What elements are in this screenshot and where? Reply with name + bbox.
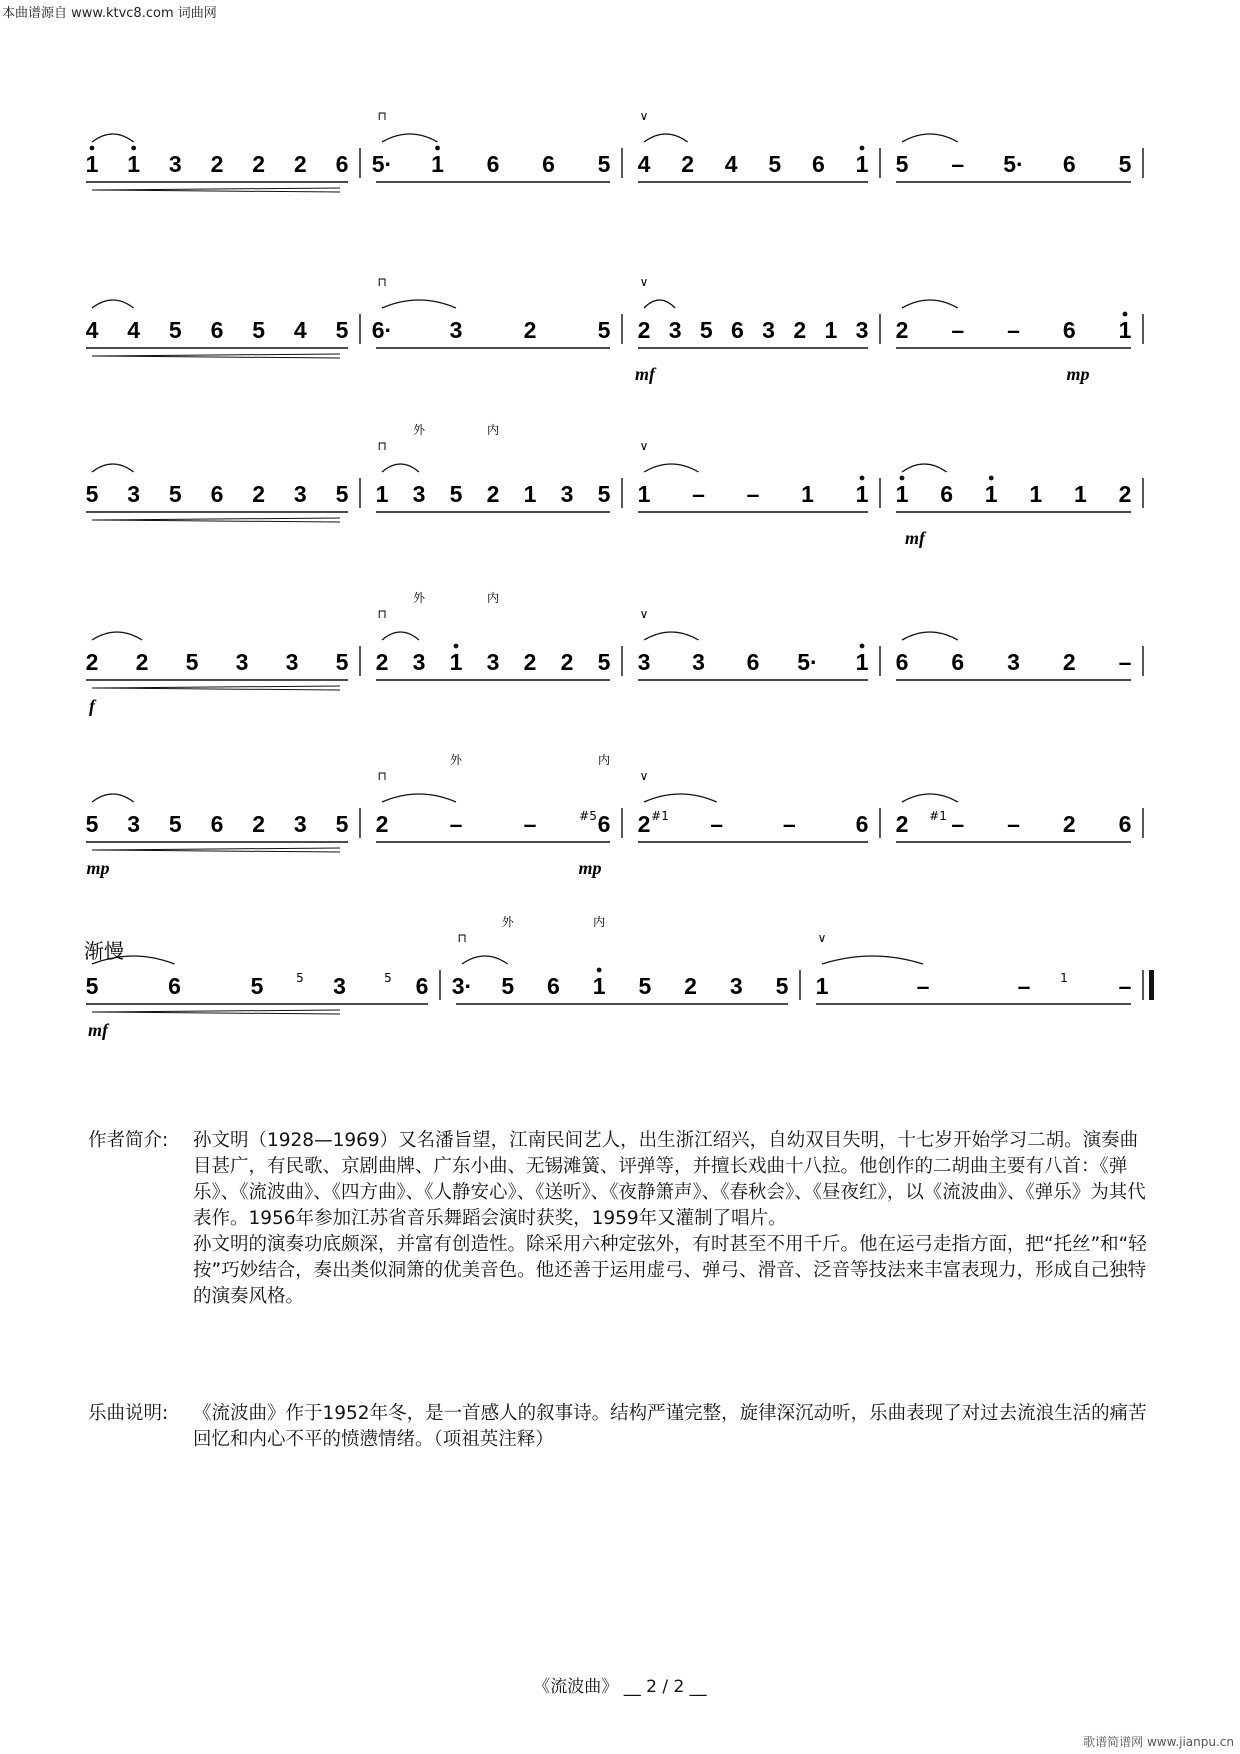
score-note: 2: [375, 811, 389, 837]
hairpin-line: [92, 190, 340, 192]
octave-dot-above: [989, 476, 994, 481]
score-note: 5: [85, 481, 99, 507]
dynamic-marking: mf: [905, 528, 925, 548]
score-note: 5: [85, 811, 99, 837]
bio-label: 作者简介:: [88, 1130, 169, 1151]
score-note: 5: [168, 811, 182, 837]
slur: [644, 464, 699, 472]
score-note: 3: [692, 649, 705, 675]
score-note: 1: [431, 151, 444, 177]
bio-paragraph-2: 孙文明的演奏功底颇深，并富有创造性。除采用六种定弦外，有时甚至不用千斤。他在运弓走指方面，把“托丝”和“轻按”巧妙结合，奏出类似洞箫的优美音色。他还善于运用虚弓、弹弓、滑音、泛音等技法来丰富表现力，形成自己独特的演奏风格。: [193, 1234, 1147, 1307]
score-note: 6: [1062, 151, 1076, 177]
grace-5: 5: [296, 971, 304, 985]
score-note: 5: [250, 973, 264, 999]
dynamic-marking: mp: [1066, 364, 1090, 384]
score-note: 4: [293, 317, 307, 343]
score-note: –: [692, 481, 705, 507]
score-note: 5: [335, 649, 349, 675]
score-note: 3: [127, 811, 141, 837]
score-note: 3: [285, 649, 299, 675]
score-note: 2: [135, 649, 149, 675]
score-note: 2: [375, 649, 389, 675]
dynamic-marking: mf: [635, 364, 655, 384]
score-note: 5·: [371, 151, 393, 177]
bow-mark-down: ⊓: [377, 769, 387, 783]
score-note: 6: [210, 481, 224, 507]
slur: [902, 794, 958, 802]
score-note: 4: [127, 317, 141, 343]
score-note: 1: [637, 481, 651, 507]
score-note: 2: [560, 649, 574, 675]
slur: [644, 300, 675, 308]
slur: [382, 794, 456, 802]
dynamic-marking: f: [89, 696, 95, 716]
score-note: 3: [412, 649, 426, 675]
score-note: 1: [984, 481, 998, 507]
score-note: 6: [812, 151, 825, 177]
fingering-outer: 外: [412, 423, 426, 437]
score-note: –: [782, 811, 796, 837]
score-note: 3: [560, 481, 574, 507]
score-note: 6: [542, 151, 555, 177]
score-note: 2: [252, 481, 266, 507]
octave-dot-above: [1123, 312, 1128, 317]
slur: [92, 134, 134, 142]
grace-sharp-1: #1: [651, 809, 669, 823]
score-note: 2: [681, 151, 694, 177]
description-text: 《流波曲》作于1952年冬，是一首感人的叙事诗。结构严谨完整，旋律深沉动听，乐曲表现了对过去流浪生活的痛苦回忆和内心不平的愤懑情绪。（项祖英注释）: [193, 1403, 1147, 1450]
score-note: 5: [168, 481, 182, 507]
octave-dot-above: [454, 644, 459, 649]
octave-dot-above: [597, 968, 602, 973]
bow-mark-up: ∨: [639, 275, 649, 289]
score-note: 3: [486, 649, 500, 675]
score-note: 1: [592, 973, 606, 999]
score-note: 3: [855, 317, 869, 343]
score-note: 2: [637, 811, 651, 837]
score-note: 1: [855, 151, 869, 177]
score-note: 3·: [451, 973, 473, 999]
hairpin-line: [92, 1010, 340, 1012]
hairpin-line: [92, 688, 340, 690]
score-note: 6: [951, 649, 965, 675]
grace-5: 5: [384, 971, 392, 985]
score-note: 2: [637, 317, 651, 343]
score-note: 5·: [797, 649, 818, 675]
score-note: 1: [855, 481, 869, 507]
score-note: 3: [127, 481, 141, 507]
hairpin-line: [92, 850, 340, 852]
score-note: 3: [168, 151, 182, 177]
score-note: 2: [895, 317, 909, 343]
slur: [644, 794, 717, 802]
dynamic-marking: mf: [88, 1020, 108, 1040]
score-note: –: [951, 811, 965, 837]
grace-sharp-1: #1: [929, 809, 947, 823]
score-note: 2: [1062, 649, 1076, 675]
score-note: 3: [668, 317, 682, 343]
score-note: 6: [335, 151, 349, 177]
score-note: 6: [547, 973, 560, 999]
score-note: 1: [895, 481, 909, 507]
score-note: 5: [597, 481, 611, 507]
score-note: –: [710, 811, 724, 837]
fingering-outer: 外: [501, 915, 514, 929]
score-note: 2: [1118, 481, 1132, 507]
score-note: 3: [412, 481, 426, 507]
score-note: 3: [729, 973, 743, 999]
hairpin-line: [92, 518, 340, 520]
score-note: 2: [895, 811, 909, 837]
dynamic-marking: mp: [86, 858, 110, 878]
octave-dot-above: [900, 476, 905, 481]
score-note: 2: [252, 151, 266, 177]
score-note: 2: [793, 317, 807, 343]
score-note: 6: [1118, 811, 1132, 837]
fingering-outer: 外: [449, 753, 463, 767]
score-note: 6: [415, 973, 429, 999]
bow-mark-up: ∨: [639, 769, 649, 783]
octave-dot-above: [90, 146, 95, 151]
grace-sharp-5: #5: [579, 809, 597, 823]
page-footer-title: 《流波曲》 __ 2 / 2 __: [533, 1677, 707, 1697]
score-note: 5: [252, 317, 266, 343]
score-note: 2: [85, 649, 99, 675]
score-note: 1: [375, 481, 389, 507]
score-note: 6: [210, 317, 224, 343]
slur: [382, 300, 456, 308]
slur: [462, 956, 508, 964]
score-note: 5: [699, 317, 713, 343]
score-note: 1: [449, 649, 463, 675]
score-note: 1: [523, 481, 537, 507]
bow-mark-down: ⊓: [377, 275, 387, 289]
score-note: 1: [801, 481, 814, 507]
score-note: 2: [293, 151, 307, 177]
score-note: 3: [235, 649, 249, 675]
octave-dot-above: [860, 146, 865, 151]
score-note: 4: [637, 151, 651, 177]
score-note: –: [1007, 811, 1020, 837]
hairpin-line: [92, 356, 340, 358]
score-note: 5: [335, 317, 349, 343]
score-note: 1: [85, 151, 99, 177]
score-note: 2: [486, 481, 500, 507]
score-note: 3: [449, 317, 463, 343]
score-note: 6: [940, 481, 953, 507]
score-note: 1: [127, 151, 141, 177]
bow-mark-up: ∨: [639, 607, 649, 621]
octave-dot-above: [435, 146, 440, 151]
author-bio: [88, 1128, 1148, 1310]
score-note: 6: [486, 151, 500, 177]
hairpin-line: [92, 354, 340, 356]
score-note: –: [916, 973, 930, 999]
score-note: 5: [775, 973, 789, 999]
hairpin-line: [92, 686, 340, 688]
fingering-inner: 内: [597, 753, 611, 767]
score-note: 3: [762, 317, 775, 343]
score-note: 6: [855, 811, 869, 837]
slur: [382, 134, 438, 142]
score-note: 1: [1074, 481, 1087, 507]
score-note: 5: [895, 151, 909, 177]
fingering-inner: 内: [486, 423, 500, 437]
slur: [822, 956, 923, 964]
score-note: 1: [1118, 317, 1132, 343]
score-note: 5: [85, 973, 99, 999]
grace-1: 1: [1060, 971, 1068, 985]
final-bar-line: [1149, 970, 1154, 1000]
slur: [902, 134, 958, 142]
score-note: –: [449, 811, 463, 837]
score-note: 2: [210, 151, 224, 177]
bow-mark-up: ∨: [817, 931, 827, 945]
hairpin-line: [92, 520, 340, 522]
score-note: 5·: [1003, 151, 1024, 177]
score-note: 5: [597, 151, 611, 177]
score-note: 2: [684, 973, 697, 999]
score-note: 5: [335, 811, 349, 837]
score-note: 2: [1062, 811, 1076, 837]
score-note: –: [951, 151, 965, 177]
octave-dot-above: [860, 476, 865, 481]
score-note: 6: [597, 811, 611, 837]
score-note: 4: [85, 317, 99, 343]
score-note: –: [951, 317, 965, 343]
piece-description: [88, 1401, 1148, 1453]
score-note: 6·: [371, 317, 393, 343]
bow-mark-down: ⊓: [457, 931, 467, 945]
score-note: 5: [597, 649, 611, 675]
score-note: 2: [523, 317, 537, 343]
slur: [382, 632, 419, 640]
bow-mark-down: ⊓: [377, 607, 387, 621]
score-note: 6: [210, 811, 224, 837]
score-note: –: [523, 811, 537, 837]
score-note: 3: [293, 481, 307, 507]
hairpin-line: [92, 848, 340, 850]
score-note: 1: [855, 649, 869, 675]
slur: [92, 794, 134, 802]
slur: [644, 134, 688, 142]
score-note: 2: [523, 649, 537, 675]
octave-dot-above: [860, 644, 865, 649]
octave-dot-above: [131, 146, 136, 151]
description-label: 乐曲说明:: [88, 1403, 169, 1424]
score-note: 4: [724, 151, 738, 177]
score-note: 5: [168, 317, 182, 343]
score-note: –: [1007, 317, 1020, 343]
bow-mark-down: ⊓: [377, 109, 387, 123]
watermark-site: 歌谱简谱网 www.jianpu.cn: [1083, 1735, 1234, 1749]
score-note: –: [1118, 973, 1132, 999]
score-note: 5: [638, 973, 652, 999]
fingering-outer: 外: [412, 591, 426, 605]
score-note: 5: [185, 649, 199, 675]
score-note: 5: [597, 317, 611, 343]
score-note: 5: [1118, 151, 1132, 177]
dynamic-marking: mp: [578, 858, 602, 878]
score-note: –: [1118, 649, 1132, 675]
score-note: 5: [449, 481, 463, 507]
fingering-inner: 内: [486, 591, 500, 605]
score-note: 3: [333, 973, 346, 999]
bow-mark-down: ⊓: [377, 439, 387, 453]
slur: [92, 300, 134, 308]
slur: [382, 464, 419, 472]
score-note: 3: [1007, 649, 1020, 675]
score-note: 3: [293, 811, 307, 837]
bow-mark-up: ∨: [639, 439, 649, 453]
score-note: 3: [637, 649, 651, 675]
fingering-inner: 内: [593, 915, 606, 929]
slur: [902, 632, 958, 640]
score-note: 5: [335, 481, 349, 507]
score-note: 6: [168, 973, 181, 999]
slur: [92, 464, 134, 472]
slur: [92, 632, 142, 640]
score-note: –: [1017, 973, 1031, 999]
score-note: 1: [815, 973, 829, 999]
hairpin-line: [92, 188, 340, 190]
slur: [902, 300, 958, 308]
score-note: 6: [746, 649, 760, 675]
score-note: –: [746, 481, 760, 507]
score-note: 1: [824, 317, 838, 343]
score-note: 6: [1062, 317, 1076, 343]
score-note: 2: [252, 811, 266, 837]
bio-paragraph-1: 孙文明（1928—1969）又名潘旨望，江南民间艺人，出生浙江绍兴，自幼双目失明，十七岁开始学习二胡。演奏曲目甚广，有民歌、京剧曲牌、广东小曲、无锡滩簧、评弹等，并擅长戏曲十八拉。他创作的二胡曲主要有八首：《弹乐》、《流波曲》、《四方曲》、《人静安心》、《送听》、《夜静箫声》、《春秋会》、《昼夜红》，以《流波曲》、《弹乐》为其代表作。1956年参加江苏省音乐舞蹈会演时获奖，1959年又灌制了唱片。: [193, 1130, 1146, 1229]
hairpin-line: [92, 1012, 340, 1014]
score-note: 1: [1029, 481, 1043, 507]
slur: [902, 464, 947, 472]
score-note: 6: [731, 317, 744, 343]
bow-mark-up: ∨: [639, 109, 649, 123]
slur: [644, 632, 699, 640]
source-note: 本曲谱源自 www.ktvc8.com 词曲网: [2, 6, 217, 21]
tempo-marking: 渐慢: [84, 939, 124, 963]
score-note: 5: [768, 151, 782, 177]
score-note: 6: [895, 649, 909, 675]
score-note: 5: [501, 973, 515, 999]
